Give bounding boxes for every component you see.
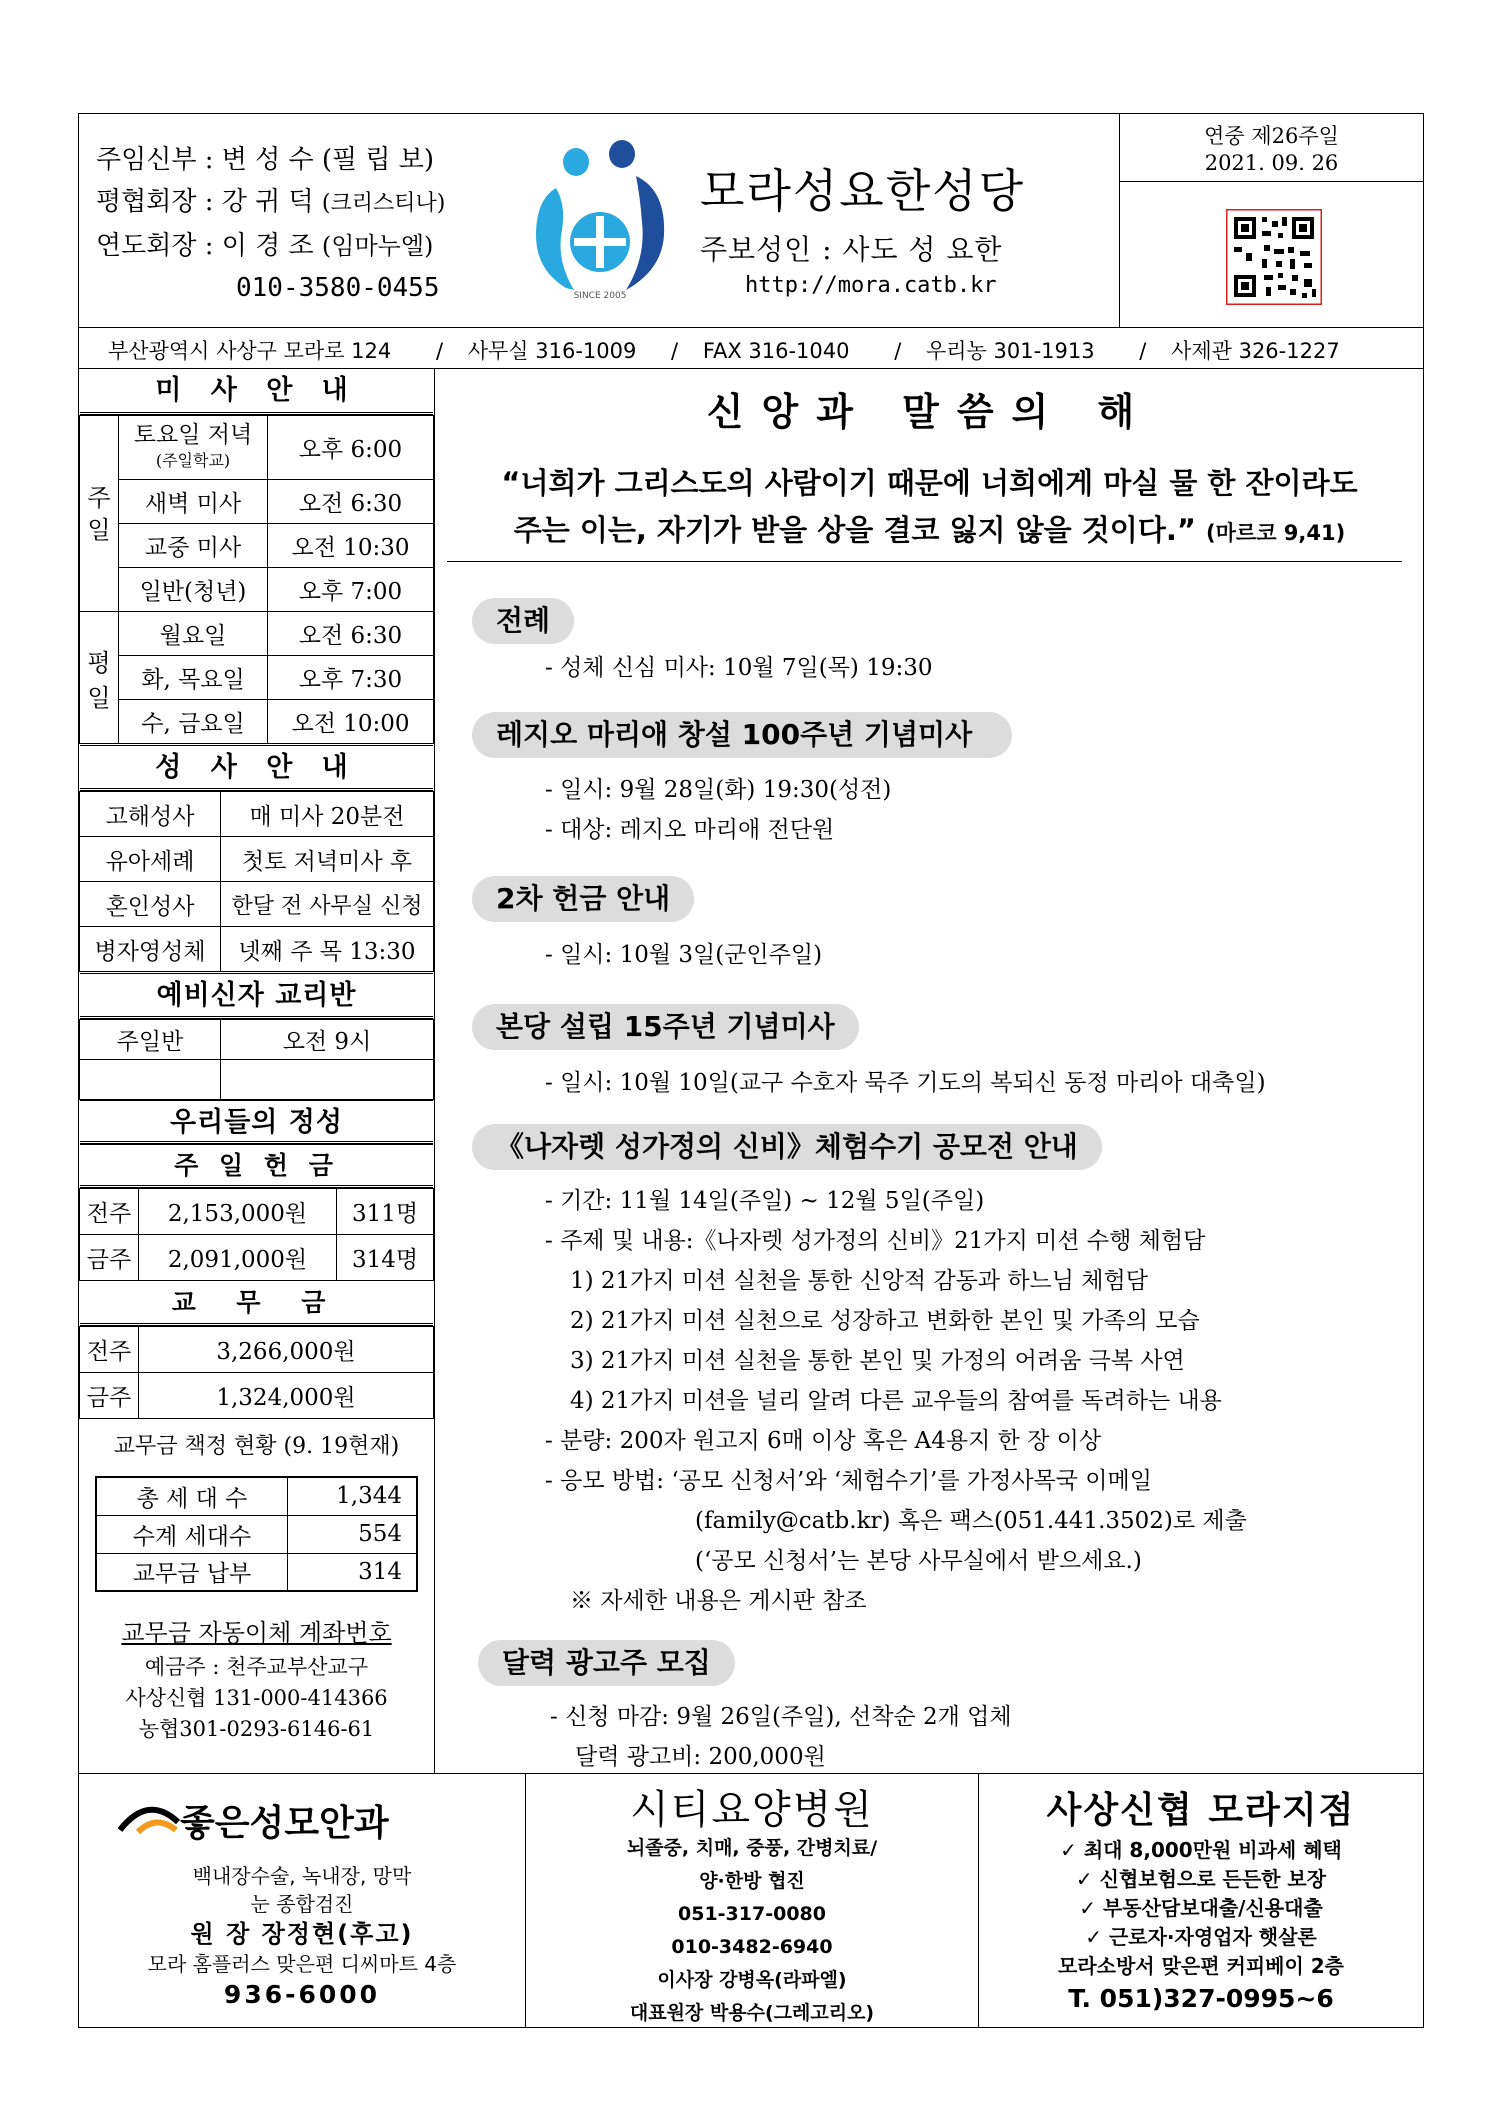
list-item: 2) 21가지 미션 실천으로 성장하고 변화한 본인 및 가족의 모습: [570, 1308, 1200, 1334]
ad1-details: 백내장수술, 녹내장, 망막 눈 종합검진 원 장 장정현(후고) 모라 홈플러스 맞은편 디씨마트 4층 936-6000: [147, 1864, 457, 2009]
eye-logo-icon: [118, 1800, 180, 1840]
dues-status-table: 총 세 대 수 1,344 수계 세대수 554 교무금 납부 314: [95, 1476, 418, 1592]
list-item: - 분량: 200자 원고지 6매 이상 혹은 A4용지 한 장 이상: [545, 1428, 1102, 1454]
dues-status-title: 교무금 책정 현황 (9. 19현재): [113, 1434, 400, 1459]
dues-title: 교 무 금: [80, 1280, 433, 1326]
catechumen-table: 주일반 오전 9시: [79, 1019, 434, 1100]
sacrament-title: 성 사 안 내: [80, 745, 433, 791]
qr-code-icon[interactable]: [1226, 209, 1322, 305]
section-second-collection: 2차 헌금 안내: [472, 876, 694, 922]
parish-url[interactable]: http://mora.catb.kr: [745, 273, 997, 298]
sunday-label: 주일: [80, 416, 119, 612]
list-item: (‘공모 신청서’는 본당 사무실에서 받으세요.): [695, 1548, 1142, 1574]
list-item: - 일시: 9월 28일(화) 19:30(성전): [545, 777, 892, 803]
list-item: 3) 21가지 미션 실천을 통한 본인 및 가정의 어려움 극복 사연: [570, 1348, 1185, 1374]
section-contest: 《나자렛 성가정의 신비》체험수기 공모전 안내: [472, 1124, 1102, 1170]
list-item: 1) 21가지 미션 실천을 통한 신앙적 감동과 하느님 체험담: [570, 1268, 1148, 1294]
issue-date: 연중 제26주일 2021. 09. 26: [1204, 124, 1339, 175]
list-item: - 일시: 10월 3일(군인주일): [545, 942, 823, 968]
ad1-name: 좋은성모안과: [180, 1803, 389, 1844]
sunday-offering-title: 주 일 헌 금: [80, 1144, 433, 1188]
ad2-details: 뇌졸중, 치매, 중풍, 간병치료/ 양·한방 협진 051-317-0080 010-3482-6940 이사장 강병옥(라파엘) 대표원장 박용수(그레고리오): [626, 1837, 878, 2024]
pastor: 주임신부 : 변 성 수 (필 립 보): [96, 145, 435, 175]
sacrament-table: 고해성사 매 미사 20분전 유아세례 첫토 저녁미사 후 혼인성사 한달 전 사무실 신청 병자영성체 넷째 주 목 13:30: [79, 791, 434, 972]
list-item: - 대상: 레지오 마리애 전단원: [545, 817, 835, 843]
phone: 010-3580-0455: [236, 273, 440, 303]
list-item: (family@catb.kr) 혹은 팩스(051.441.3502)로 제출: [695, 1508, 1247, 1534]
patron-saint: 주보성인 : 사도 성 요한: [700, 233, 1003, 266]
council-president: 평협회장 : 강 귀 덕 (크리스티나): [96, 187, 446, 217]
scripture-quote: “너희가 그리스도의 사람이기 때문에 너희에게 마실 물 한 잔이라도 주는 이는, 자기가 받을 상을 결코 잃지 않을 것이다.” (마르코 9,41): [501, 466, 1358, 547]
ad3-name: 사상신협 모라지점: [1046, 1790, 1356, 1831]
list-item: - 신청 마감: 9월 26일(주일), 선착순 2개 업체: [550, 1704, 1012, 1730]
account-title: 교무금 자동이체 계좌번호: [121, 1619, 392, 1647]
offering-title: 우리들의 정성: [80, 1100, 433, 1144]
mass-table: 주일 토요일 저녁 (주일학교) 오후 6:00 새벽 미사 오전 6:30 교중 미사 오전 10:30 일반(청년) 오후 7:00 평일 월요일 오전 6:30 화, 목요일 오후 7:30 수, 금요일 오전 10:00: [79, 415, 434, 744]
list-item: - 일시: 10월 10일(교구 수호자 묵주 기도의 복되신 동정 마리아 대축일): [545, 1070, 1266, 1096]
list-item: - 성체 신심 미사: 10월 7일(목) 19:30: [545, 655, 933, 681]
list-item: ※ 자세한 내용은 게시판 참조: [570, 1588, 867, 1614]
ad2-name: 시티요양병원: [630, 1787, 874, 1833]
list-item: - 기간: 11월 14일(주일) ~ 12월 5일(주일): [545, 1188, 985, 1214]
mass-title: 미 사 안 내: [80, 369, 433, 415]
parish-logo: [526, 140, 676, 300]
section-liturgy: 전례: [472, 598, 574, 644]
address-bar: 부산광역시 사상구 모라로 124 / 사무실 316-1009 / FAX 316-1040 / 우리농 301-1913 / 사제관 326-1227: [108, 339, 1340, 363]
sunday-offering-table: 전주 2,153,000원 311명 금주 2,091,000원 314명: [79, 1188, 434, 1281]
section-legio: 레지오 마리애 창설 100주년 기념미사: [472, 712, 1012, 758]
list-item: - 응모 방법: ‘공모 신청서’와 ‘체험수기’를 가정사목국 이메일: [545, 1468, 1152, 1494]
section-anniversary: 본당 설립 15주년 기념미사: [472, 1004, 859, 1050]
catechumen-title: 예비신자 교리반: [80, 973, 433, 1019]
ad3-details: ✓ 최대 8,000만원 비과세 혜택 ✓ 신협보험으로 든든한 보장 ✓ 부동산담보대출/신용대출 ✓ 근로자·자영업자 햇살론 모라소방서 맞은편 커피베이 2층 T. 051)327-0995~6: [1058, 1838, 1344, 2013]
list-item: - 주제 및 내용:《나자렛 성가정의 신비》21가지 미션 수행 체험담: [545, 1228, 1206, 1254]
logo-since: SINCE 2005: [573, 291, 627, 300]
parish-name: 모라성요한성당: [700, 164, 1026, 218]
header-staff: [96, 139, 445, 309]
list-item: 4) 21가지 미션을 널리 알려 다른 교우들의 참여를 독려하는 내용: [570, 1388, 1222, 1414]
legion-president: 연도회장 : 이 경 조 (임마누엘): [96, 231, 434, 261]
weekday-label: 평일: [80, 612, 119, 744]
dues-table: 전주 3,266,000원 금주 1,324,000원: [79, 1326, 434, 1419]
list-item: 달력 광고비: 200,000원: [575, 1744, 826, 1770]
main-title: 신앙과 말씀의 해: [706, 390, 1153, 434]
section-calendar-ad: 달력 광고주 모집: [478, 1640, 735, 1686]
account-lines: 예금주 : 천주교부산교구 사상신협 131-000-414366 농협301-0293-6146-61: [125, 1655, 388, 1741]
